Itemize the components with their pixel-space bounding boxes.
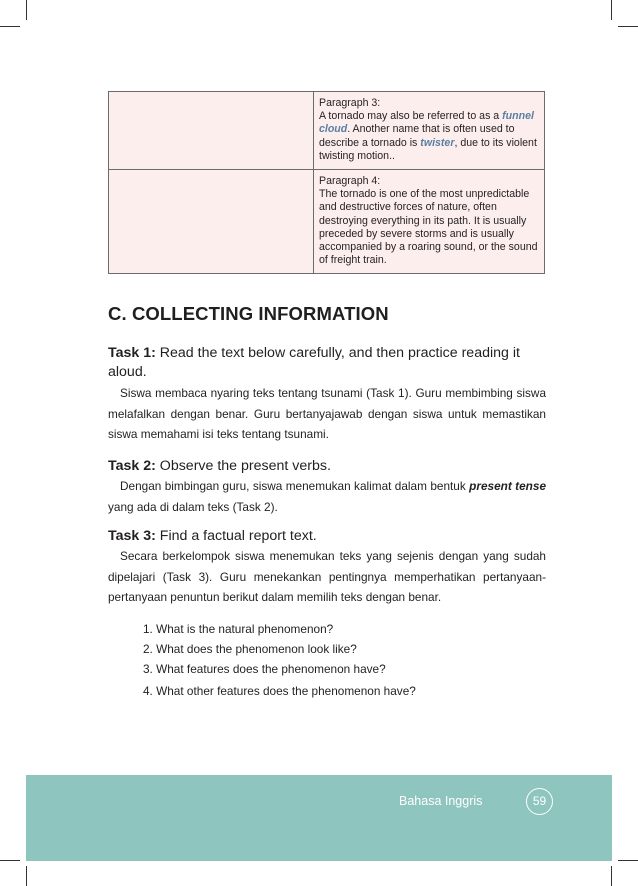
task-label: Task 2: — [108, 458, 156, 474]
task-instruction: Observe the present verbs. — [155, 458, 331, 474]
footer-band — [26, 775, 612, 861]
task-heading — [108, 344, 546, 382]
paragraph-heading: Paragraph 3: — [319, 97, 381, 109]
highlight-term: twister — [420, 136, 455, 149]
crop-mark — [26, 0, 27, 20]
page-number: 59 — [526, 788, 553, 815]
question-list — [143, 619, 416, 701]
paragraph-text: A tornado may also be referred to as a funnel cloud. Another name that is often used to describe a tornado is twister, due to its violent twisting motion.. — [319, 110, 537, 162]
table-row — [109, 170, 545, 274]
task-3 — [108, 527, 546, 608]
emphasis-term: present tense — [469, 479, 547, 493]
table-cell-paragraph-4 — [314, 170, 545, 274]
table-cell-empty — [109, 92, 314, 170]
task-label: Task 3: — [108, 528, 156, 544]
footer-book-title: Bahasa Inggris — [399, 794, 483, 808]
task-instruction: Find a factual report text. — [155, 528, 317, 544]
task-body: Dengan bimbingan guru, siswa menemukan kalimat dalam bentuk present tense yang ada di dalam teks (Task 2). — [108, 479, 547, 514]
table-cell-paragraph-3 — [314, 92, 545, 170]
crop-mark — [611, 0, 612, 20]
task-heading — [108, 527, 546, 546]
crop-mark — [611, 866, 612, 886]
crop-mark — [618, 26, 638, 27]
task-1 — [108, 344, 546, 445]
crop-mark — [0, 26, 20, 27]
table-cell-empty — [109, 170, 314, 274]
list-item: 3. What features does the phenomenon have? — [143, 662, 386, 676]
task-label: Task 1: — [108, 345, 156, 361]
task-heading — [108, 457, 546, 476]
section-title: C. COLLECTING INFORMATION — [108, 303, 389, 324]
crop-mark — [0, 860, 20, 861]
crop-mark — [618, 860, 638, 861]
list-item: 2. What does the phenomenon look like? — [143, 642, 357, 656]
highlight-term: funnel cloud — [319, 110, 534, 136]
paragraph-text: The tornado is one of the most unpredictable and destructive forces of nature, often destroying everything in its path. It is usually preceded by severe storms and is usually accompanied by a roaring sound, or the sound of freight train. — [319, 188, 538, 267]
task-2 — [108, 457, 546, 517]
paragraph-table — [108, 91, 545, 274]
list-item: 4. What other features does the phenomenon have? — [143, 684, 416, 698]
paragraph-heading: Paragraph 4: — [319, 175, 381, 188]
task-instruction: Read the text below carefully, and then practice reading it aloud. — [108, 345, 520, 380]
task-body: Secara berkelompok siswa menemukan teks yang sejenis dengan yang sudah dipelajari (Task 3). Guru menekankan pentingnya memperhatikan pertanyaan-pertanyaan penuntun berikut dalam memilih teks dengan benar. — [108, 549, 546, 604]
task-body: Siswa membaca nyaring teks tentang tsunami (Task 1). Guru membimbing siswa melafalkan dengan benar. Guru bertanyajawab dengan siswa untuk memastikan siswa memahami isi teks tentang tsunami. — [108, 386, 546, 441]
table-row — [109, 92, 545, 170]
crop-mark — [26, 866, 27, 886]
list-item: 1. What is the natural phenomenon? — [143, 622, 334, 636]
